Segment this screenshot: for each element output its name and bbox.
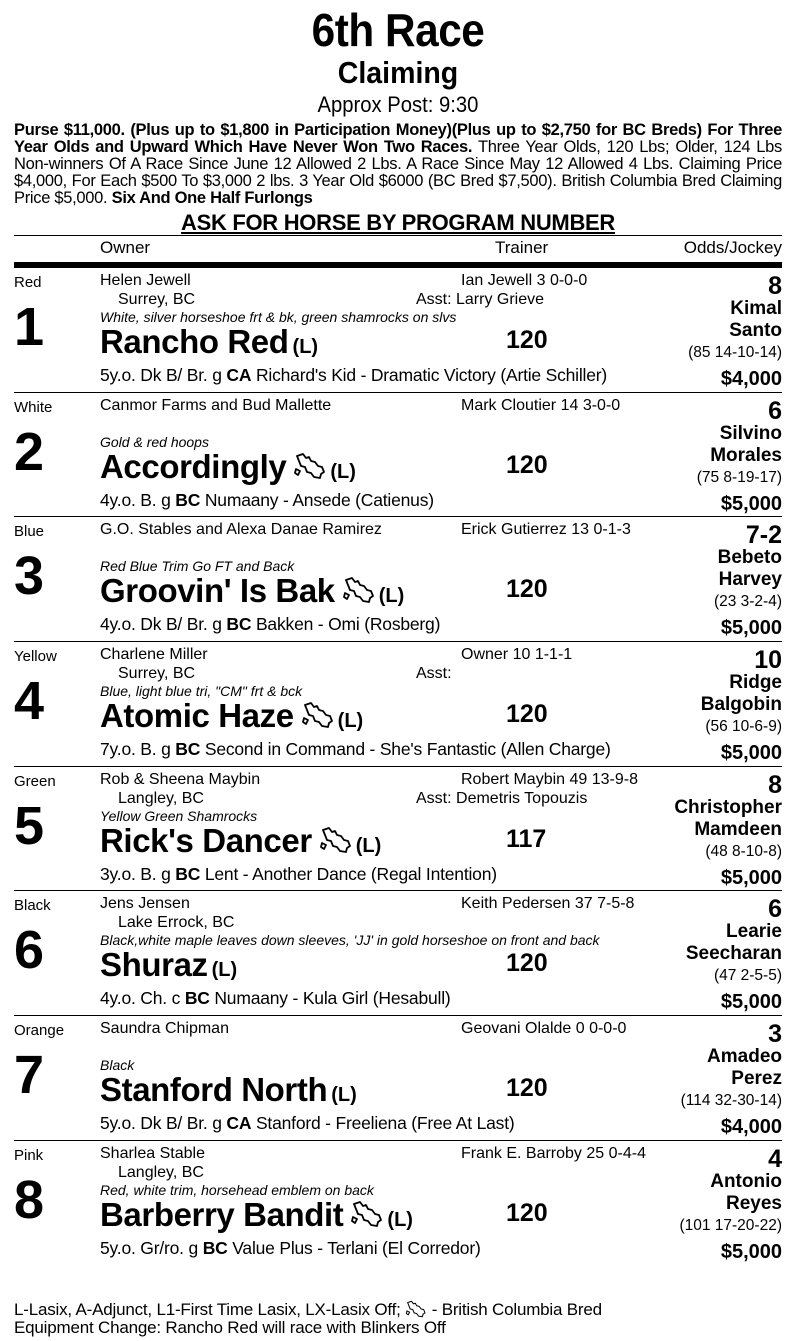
medication-lasix: (L) xyxy=(355,834,382,857)
program-number: 3 xyxy=(14,546,45,607)
weight: 120 xyxy=(506,1074,548,1103)
foaling-origin: BC xyxy=(175,863,201,884)
conditions-body: Three Year Olds, 120 Lbs; Older, 124 Lbs Non-winners Of A Race Since June 12 Allowed 2 Lbs. A Race Since May 12 Allowed 4 Lbs. Claiming Price $4,000, For Each $500 To $3,000 2 lbs. 3 Year Old $6000 (BC Bred $7,500). British Columbia Bred Claiming Price $5,000. xyxy=(14,138,782,207)
owner-name: Jens Jensen xyxy=(100,895,190,913)
race-conditions xyxy=(14,122,782,207)
jockey-name xyxy=(652,1171,782,1215)
owner-name: G.O. Stables and Alexa Danae Ramirez xyxy=(100,521,382,539)
morning-line-odds: 3 xyxy=(768,1020,782,1049)
horse-name: Accordingly xyxy=(100,447,287,485)
medication-lasix: (L) xyxy=(330,460,356,483)
age-sex: 3y.o. B. g xyxy=(100,863,176,884)
jockey-last-name: Balgobin xyxy=(700,694,782,716)
age-sex: 4y.o. B. g xyxy=(100,489,176,510)
jockey-stats: (47 2-5-5) xyxy=(713,967,782,985)
pedigree: Bakken - Omi (Rosberg) xyxy=(251,614,441,635)
entry-row xyxy=(14,1141,782,1266)
silks-description: Black,white maple leaves down sleeves, 'JJ' in gold horseshoe on front and back xyxy=(100,932,600,949)
foaling-origin: BC xyxy=(175,739,201,760)
jockey-stats: (114 32-30-14) xyxy=(680,1092,782,1110)
trainer-name: Geovani Olalde 0 0-0-0 xyxy=(461,1020,627,1038)
medication-lasix: (L) xyxy=(292,336,319,358)
legend-bc-text: - British Columbia Bred xyxy=(427,1300,602,1319)
jockey-last-name: Morales xyxy=(710,444,782,466)
age-sex: 5y.o. Dk B/ Br. g xyxy=(100,365,227,385)
claiming-price: $5,000 xyxy=(720,492,782,515)
program-number: 4 xyxy=(14,671,45,732)
foaling-origin: BC xyxy=(226,614,252,635)
jockey-name xyxy=(652,1046,782,1090)
program-number: 1 xyxy=(14,297,45,357)
owner-city: Langley, BC xyxy=(118,1163,204,1181)
foaling-origin: CA xyxy=(226,1113,252,1134)
claiming-price: $5,000 xyxy=(720,1240,782,1263)
morning-line-odds: 6 xyxy=(768,396,782,425)
silks-description: Black xyxy=(100,1057,135,1074)
equipment-change: Equipment Change: Rancho Red will race with Blinkers Off xyxy=(14,1318,446,1337)
foaling-origin: BC xyxy=(184,988,210,1009)
horse-name-line xyxy=(100,821,381,866)
program-number: 7 xyxy=(14,1045,45,1106)
bc-map-icon xyxy=(302,698,334,726)
weight: 120 xyxy=(506,575,548,604)
horse-name: Rick's Dancer xyxy=(100,821,312,859)
claiming-price: $4,000 xyxy=(720,1116,782,1139)
saddlecloth-color: White xyxy=(14,398,53,416)
trainer-name: Ian Jewell 3 0-0-0 xyxy=(461,272,588,289)
trainer-name: Robert Maybin 49 13-9-8 xyxy=(461,770,638,788)
saddlecloth-color: Blue xyxy=(14,523,45,541)
weight: 120 xyxy=(506,450,548,479)
entry-row xyxy=(14,642,782,767)
bc-map-icon xyxy=(320,823,352,851)
jockey-last-name: Harvey xyxy=(718,569,782,591)
owner-column-header: Owner xyxy=(100,238,151,257)
bc-map-icon xyxy=(294,449,326,477)
saddlecloth-color: Red xyxy=(14,274,42,291)
owner-name: Sharlea Stable xyxy=(100,1144,205,1162)
program-number: 2 xyxy=(14,421,45,482)
jockey-stats: (101 17-20-22) xyxy=(679,1216,782,1234)
footer xyxy=(14,1300,784,1337)
breeding-line xyxy=(100,1113,515,1134)
breeding-line xyxy=(100,988,451,1009)
entry-row xyxy=(14,393,782,518)
morning-line-odds: 8 xyxy=(768,272,782,300)
program-number: 5 xyxy=(14,795,45,856)
owner-name: Charlene Miller xyxy=(100,646,208,664)
owner-city: Surrey, BC xyxy=(118,665,196,683)
conditions-distance: Six And One Half Furlongs xyxy=(111,189,313,207)
saddlecloth-color: Orange xyxy=(14,1022,65,1040)
ask-banner: ASK FOR HORSE BY PROGRAM NUMBER xyxy=(14,211,782,236)
program-number: 8 xyxy=(14,1169,45,1230)
jockey-stats: (75 8-19-17) xyxy=(696,468,782,486)
entries-list xyxy=(14,268,782,1266)
morning-line-odds: 10 xyxy=(754,646,782,675)
jockey-name xyxy=(652,921,782,965)
entry-row xyxy=(14,517,782,642)
odds-jockey-column-header: Odds/Jockey xyxy=(683,238,782,257)
jockey-first-name: Antonio xyxy=(710,1170,782,1192)
assistant-trainer: Asst: Demetris Topouzis xyxy=(416,789,588,807)
horse-name-line xyxy=(100,1070,357,1115)
pedigree: Second in Command - She's Fantastic (Allen Charge) xyxy=(200,739,611,760)
trainer-name: Owner 10 1-1-1 xyxy=(461,646,573,664)
horse-name: Stanford North xyxy=(100,1071,328,1109)
jockey-first-name: Learie xyxy=(726,921,782,943)
morning-line-odds: 4 xyxy=(768,1144,782,1173)
conditions-intro: Purse $11,000. (Plus up to $1,800 in Participation Money)(Plus up to $2,750 for BC Breds) For Three Year Olds and Upward Which Have Never Won Two Races. xyxy=(14,121,782,156)
saddlecloth-color: Black xyxy=(14,897,51,915)
foaling-origin: CA xyxy=(226,365,252,385)
weight: 120 xyxy=(506,949,548,978)
horse-name-line xyxy=(100,447,356,492)
saddlecloth-color: Pink xyxy=(14,1146,44,1164)
horse-name: Barberry Bandit xyxy=(100,1195,344,1233)
jockey-first-name: Bebeto xyxy=(717,547,782,569)
entry-row xyxy=(14,891,782,1016)
jockey-name xyxy=(652,672,782,716)
owner-name: Rob & Sheena Maybin xyxy=(100,770,261,788)
silks-description: Red Blue Trim Go FT and Back xyxy=(100,558,295,575)
jockey-stats: (85 14-10-14) xyxy=(688,344,782,361)
medication-lasix: (L) xyxy=(387,1208,413,1231)
silks-description: Yellow Green Shamrocks xyxy=(100,807,258,824)
age-sex: 4y.o. Ch. c xyxy=(100,988,185,1009)
weight: 120 xyxy=(506,700,548,729)
silks-description: Red, white trim, horsehead emblem on back xyxy=(100,1181,374,1198)
race-header xyxy=(0,0,796,120)
pedigree: Numaany - Kula Girl (Hesabull) xyxy=(209,988,451,1009)
legend-text: L-Lasix, A-Adjunct, L1-First Time Lasix, LX-Lasix Off; xyxy=(14,1300,401,1319)
medication-lasix: (L) xyxy=(378,585,405,608)
jockey-name xyxy=(652,797,782,841)
horse-name-line xyxy=(100,945,237,990)
silks-description: Gold & red hoops xyxy=(100,433,209,450)
jockey-stats: (56 10-6-9) xyxy=(705,718,782,736)
trainer-name: Mark Cloutier 14 3-0-0 xyxy=(461,396,621,414)
age-sex: 5y.o. Gr/ro. g xyxy=(100,1237,203,1258)
jockey-last-name: Santo xyxy=(729,320,782,341)
medication-lasix: (L) xyxy=(331,1084,357,1107)
column-headers xyxy=(14,236,782,262)
medication-lasix: (L) xyxy=(337,710,364,733)
post-time: Approx Post: 9:30 xyxy=(317,92,479,117)
owner-name: Helen Jewell xyxy=(100,272,191,289)
claiming-price: $5,000 xyxy=(720,617,782,640)
owner-name: Canmor Farms and Bud Mallette xyxy=(100,396,332,414)
morning-line-odds: 8 xyxy=(768,770,782,799)
jockey-first-name: Ridge xyxy=(729,672,782,694)
jockey-first-name: Christopher xyxy=(674,796,782,818)
entry-row xyxy=(14,1016,782,1141)
medication-lasix: (L) xyxy=(211,959,238,982)
horse-name-line xyxy=(100,1195,413,1240)
jockey-last-name: Seecharan xyxy=(685,943,782,965)
saddlecloth-color: Yellow xyxy=(14,648,57,666)
jockey-name xyxy=(652,423,782,467)
age-sex: 5y.o. Dk B/ Br. g xyxy=(100,1113,227,1134)
assistant-trainer: Asst: Larry Grieve xyxy=(416,291,545,308)
jockey-stats: (23 3-2-4) xyxy=(713,593,782,611)
owner-name: Saundra Chipman xyxy=(100,1020,229,1038)
horse-name: Atomic Haze xyxy=(100,697,294,735)
horse-name-line xyxy=(100,696,363,741)
horse-name-line xyxy=(100,322,318,367)
foaling-origin: BC xyxy=(202,1237,228,1258)
weight: 117 xyxy=(506,824,547,853)
morning-line-odds: 7-2 xyxy=(745,521,782,550)
saddlecloth-color: Green xyxy=(14,772,56,790)
silks-description: Blue, light blue tri, "CM" frt & bck xyxy=(100,683,303,700)
trainer-name: Erick Gutierrez 13 0-1-3 xyxy=(461,521,631,539)
trainer-column-header: Trainer xyxy=(495,238,549,257)
entry-row xyxy=(14,268,782,393)
claiming-price: $4,000 xyxy=(720,368,782,390)
pedigree: Lent - Another Dance (Regal Intention) xyxy=(200,863,497,884)
jockey-first-name: Kimal xyxy=(730,298,782,319)
race-title: 6th Race xyxy=(311,4,485,56)
race-type: Claiming xyxy=(337,55,459,90)
jockey-last-name: Perez xyxy=(731,1068,782,1090)
breeding-line xyxy=(100,1238,481,1259)
owner-city: Lake Errock, BC xyxy=(118,914,235,932)
silks-description: White, silver horseshoe frt & bk, green shamrocks on slvs xyxy=(100,309,457,325)
jockey-stats: (48 8-10-8) xyxy=(705,842,782,860)
pedigree: Numaany - Ansede (Catienus) xyxy=(200,489,434,510)
weight: 120 xyxy=(506,1198,548,1227)
assistant-trainer: Asst: xyxy=(416,665,452,683)
breeding-line xyxy=(100,490,434,511)
bc-map-icon xyxy=(405,1300,427,1318)
owner-city: Surrey, BC xyxy=(118,291,196,308)
pedigree: Stanford - Freeliena (Free At Last) xyxy=(251,1113,515,1134)
jockey-first-name: Amadeo xyxy=(707,1046,782,1068)
foaling-origin: BC xyxy=(175,489,201,510)
claiming-price: $5,000 xyxy=(720,866,782,889)
jockey-last-name: Reyes xyxy=(726,1192,782,1214)
pedigree: Richard's Kid - Dramatic Victory (Artie Schiller) xyxy=(251,365,608,385)
weight: 120 xyxy=(506,326,548,354)
legend-line xyxy=(14,1300,784,1319)
horse-name-line xyxy=(100,571,404,616)
bc-map-icon xyxy=(343,573,375,601)
claiming-price: $5,000 xyxy=(720,991,782,1014)
owner-city: Langley, BC xyxy=(118,789,204,807)
pedigree: Value Plus - Terlani (El Corredor) xyxy=(227,1237,481,1258)
jockey-name xyxy=(652,298,782,342)
horse-name: Rancho Red xyxy=(100,323,289,360)
jockey-last-name: Mamdeen xyxy=(694,818,782,840)
breeding-line xyxy=(100,864,497,885)
trainer-name: Keith Pedersen 37 7-5-8 xyxy=(461,895,635,913)
breeding-line xyxy=(100,739,611,760)
entry-row xyxy=(14,767,782,892)
breeding-line xyxy=(100,614,440,635)
program-number: 6 xyxy=(14,920,45,981)
morning-line-odds: 6 xyxy=(768,895,782,924)
bc-map-icon xyxy=(351,1197,383,1225)
jockey-name xyxy=(652,547,782,591)
horse-name: Groovin' Is Bak xyxy=(100,572,335,610)
claiming-price: $5,000 xyxy=(720,742,782,765)
age-sex: 4y.o. Dk B/ Br. g xyxy=(100,614,227,635)
age-sex: 7y.o. B. g xyxy=(100,739,176,760)
horse-name: Shuraz xyxy=(100,946,208,984)
breeding-line xyxy=(100,365,607,386)
jockey-first-name: Silvino xyxy=(719,422,782,444)
trainer-name: Frank E. Barroby 25 0-4-4 xyxy=(461,1144,646,1162)
